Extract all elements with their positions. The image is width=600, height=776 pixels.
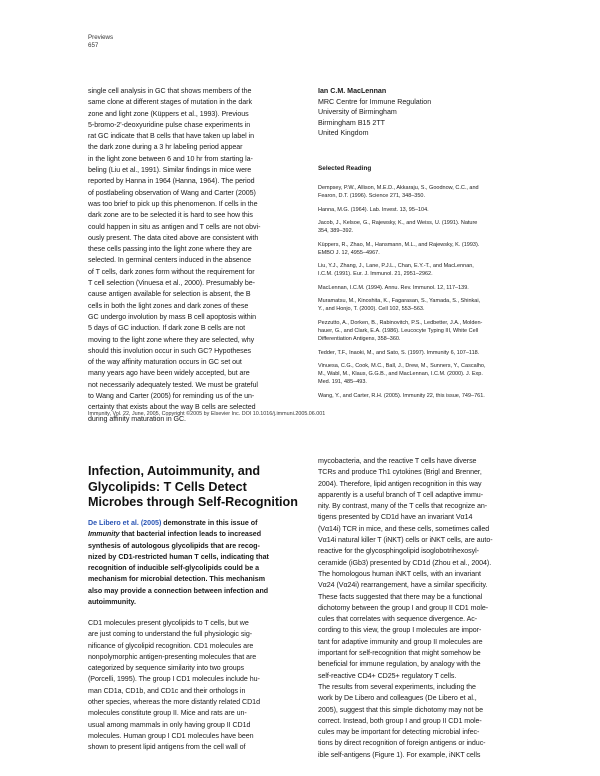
body-text-line: 5-bromo-2'-deoxyuridine pulse chase experiments in xyxy=(88,120,251,129)
article-title-line-3: Microbes through Self-Recognition xyxy=(88,495,298,509)
section-label: Previews xyxy=(88,34,114,41)
running-header xyxy=(88,34,113,50)
abstract-line: autoimmunity. xyxy=(88,598,136,607)
body-text-line: the dark zone during a 3 hr labeling period appear xyxy=(88,143,243,152)
body-text-line: usual among mammals in only having group II CD1d xyxy=(88,720,251,729)
body-text-line: 5 days of GC induction. If dark zone B cells are not xyxy=(88,324,246,333)
reference-item xyxy=(318,319,518,344)
body-text-line: cules may be important for detecting microbial infec- xyxy=(318,728,480,737)
article-title xyxy=(88,464,308,511)
abstract-line xyxy=(88,529,302,540)
body-text-line: T cell selection (Vinuesa et al., 2000). Presumably be- xyxy=(88,279,255,288)
body-text-line: reported by Hanna in 1964 (Hanna, 1964). The period xyxy=(88,177,255,186)
page-number: 657 xyxy=(88,42,99,49)
body-text-line: nonpolymorphic antigen-presenting molecules that are xyxy=(88,652,257,661)
abstract-line: recognition of inducible self-glycolipids could be a xyxy=(88,564,260,573)
body-text-line: nity. By contrast, many of the T cells that recognize an- xyxy=(318,502,488,511)
reference-line: I.C.M. (1991). Eur. J. Immunol. 21, 2951–2962. xyxy=(318,271,433,278)
body-text-line: reactive for the glycosphingolipid isoglobotrihexosyl- xyxy=(318,547,479,556)
body-text-line: cording to this view, the group I molecules are impor- xyxy=(318,626,482,635)
body-text-line: cells in both the light zones and dark zones of these xyxy=(88,301,249,310)
article-left-column xyxy=(88,618,302,754)
reference-line: M., Wabl, M., Klaus, G.G.B., and MacLennan, I.C.M. (2000). J. Exp. xyxy=(318,371,483,378)
body-text-line: ously present. The data cited above are consistent with xyxy=(88,233,259,242)
body-text-line: Vα24 (Vα24i) rearrangement, have a similar specificity. xyxy=(318,581,488,590)
body-text-line: rat GC indicate that B cells that have taken up label in xyxy=(88,132,254,141)
reference-line: Pezzutto, A., Dorken, B., Rabinovitch, P.S., Ledbetter, J.A., Molden- xyxy=(318,319,483,326)
body-text-line: during affinity maturation in GC. xyxy=(88,414,186,423)
reference-item xyxy=(318,241,518,257)
body-text-line: 2004). Therefore, lipid antigen recognition in this way xyxy=(318,479,482,488)
body-text-line: cules that correlates with sequence divergence. Ac- xyxy=(318,615,478,624)
body-text-line: of postlabeling observation of Wang and Carter (2005) xyxy=(88,188,256,197)
body-text-line: tant for adaptive immunity and group II molecules are xyxy=(318,637,483,646)
body-text-line: of T cells, dark zones form without the requirement for xyxy=(88,267,255,276)
reference-line: Muramatsu, M., Kinoshita, K., Fagarasan, S., Yamada, S., Shinkai, xyxy=(318,298,481,305)
body-text-line: tions by direct recognition of foreign antigens or induc- xyxy=(318,739,486,748)
abstract-line xyxy=(88,518,302,529)
reference-item xyxy=(318,219,518,235)
body-text-line: shown to present lipid antigens from the cell wall of xyxy=(88,743,246,752)
body-text-line: man CD1a, CD1b, and CD1c and their orthologs in xyxy=(88,686,246,695)
reference-line: Med. 191, 485–493. xyxy=(318,379,367,386)
body-text-line: (Vα14i) TCR in mice, and these cells, sometimes called xyxy=(318,524,490,533)
body-text-line: of the way affinity maturation occurs in GC set out xyxy=(88,358,242,367)
body-text-line: beneficial for immune regulation, by analogy with the xyxy=(318,660,481,669)
abstract-line: also may provide a connection between infection and xyxy=(88,586,269,595)
body-text-line: GC undergo involution by mass B cell apoptosis within xyxy=(88,312,257,321)
reference-line: Differentiation Antigens, 358–360. xyxy=(318,336,401,343)
author-affiliation-1: MRC Centre for Immune Regulation xyxy=(318,97,432,106)
body-text-line: nificance of glycolipid recognition. CD1 molecules are xyxy=(88,641,254,650)
body-text-line: These facts suggested that there may be a functional xyxy=(318,592,483,601)
abstract-lead-link[interactable]: De Libero et al. (2005) xyxy=(88,519,162,527)
article-title-line-2: Glycolipids: T Cells Detect xyxy=(88,479,247,494)
author-affiliation-3: Birmingham B15 2TT xyxy=(318,118,386,127)
abstract-line-1-rest: demonstrate in this issue of xyxy=(161,519,258,527)
body-text-line: mycobacteria, and the reactive T cells have diverse xyxy=(318,457,477,465)
body-text-line: many years ago have been widely accepted, but are xyxy=(88,369,250,378)
body-text-line: are just coming to understand the full physiologic sig- xyxy=(88,630,253,639)
reference-item xyxy=(318,206,518,214)
body-text-line: other species, whereas the more distantly related CD1d xyxy=(88,698,260,707)
article-title-line-1: Infection, Autoimmunity, and xyxy=(88,464,261,478)
selected-reading-title: Selected Reading xyxy=(318,165,372,172)
body-text-line: single cell analysis in GC that shows members of the xyxy=(88,87,252,95)
body-text-line: The results from several experiments, including the xyxy=(318,682,476,691)
author-affiliation-4: United Kingdom xyxy=(318,129,369,137)
reference-line: MacLennan, I.C.M. (1994). Annu. Rev. Immunol. 12, 117–139. xyxy=(318,284,469,291)
body-text-line: was too brief to pick up this phenomenon. If cells in the xyxy=(88,199,258,208)
article-right-column xyxy=(318,456,532,761)
body-text-line: The homologous human iNKT cells, with an invariant xyxy=(318,569,481,578)
reference-line: Küppers, R., Zhao, M., Hansmann, M.L., and Rajewsky, K. (1993). xyxy=(318,241,480,248)
left-column-text xyxy=(88,86,302,425)
body-text-line: moving to the light zone where they are selected, why xyxy=(88,335,255,344)
reference-item xyxy=(318,297,518,313)
body-text-line: same clone at different stages of mutation in the dark xyxy=(88,98,252,107)
reference-line: Jacob, J., Kelsoe, G., Rajewsky, K., and Weiss, U. (1991). Nature xyxy=(318,219,478,226)
body-text-line: important for self-recognition that might somehow be xyxy=(318,649,481,658)
body-text-line: ible self-antigens (Figure 1). For example, iNKT cells xyxy=(318,750,481,759)
reference-line: Hanna, M.G. (1964). Lab. Invest. 13, 95–104. xyxy=(318,206,429,213)
author-block xyxy=(318,86,514,139)
body-text-line: (Porcelli, 1995). The group I CD1 molecules include hu- xyxy=(88,675,260,684)
body-text-line: these cells passing into the light zone where they are xyxy=(88,245,252,254)
body-text-line: Vα14i natural killer T (iNKT) cells or iNKT cells, are auto- xyxy=(318,536,493,545)
body-text-line: to Wang and Carter (2005) for reminding us of the un- xyxy=(88,392,255,401)
reference-line: hauer, G., and Clark, E.A. (1986). Leucocyte Typing III, White Cell xyxy=(318,327,479,334)
journal-name: Immunity xyxy=(88,530,120,539)
reference-line: Fearon, D.T. (1996). Science 271, 348–350. xyxy=(318,193,426,200)
body-text-line: should this involution occur in such GC? Hypotheses xyxy=(88,346,252,355)
body-text-line: selected. In germinal centers induced in the absence xyxy=(88,256,252,265)
reference-item xyxy=(318,184,518,200)
abstract-line: mechanism for microbial detection. This mechanism xyxy=(88,575,265,584)
body-text-line: CD1 molecules present glycolipids to T cells, but we xyxy=(88,619,249,627)
reference-item xyxy=(318,284,518,292)
body-text-line: tigens presented by CD1d have an invariant Vα14 xyxy=(318,513,473,522)
body-text-line: work by De Libero and colleagues (De Libero et al., xyxy=(318,694,477,703)
reference-line: Vinuesa, C.G., Cook, M.C., Ball, J., Drew, M., Sunners, Y., Cascalho, xyxy=(318,362,486,369)
body-text-line: not necessarily adequately tested. We must be grateful xyxy=(88,380,258,389)
abstract-line: nized by CD1-restricted human T cells, indicating that xyxy=(88,552,269,561)
body-text-line: ceramide (iGb3) presented by CD1d (Zhou et al., 2004). xyxy=(318,558,492,567)
abstract-line-2-rest: that bacterial infection leads to increased xyxy=(119,530,262,539)
reference-line: EMBO J. 12, 4955–4967. xyxy=(318,249,380,256)
body-text-line: molecules constitute group II. Mice and rats are un- xyxy=(88,709,247,718)
reference-item xyxy=(318,262,518,278)
body-text-line: correct. Instead, both group I and group II CD1 mole- xyxy=(318,716,482,725)
reference-line: Y., and Honjo, T. (2000). Cell 102, 553–563. xyxy=(318,306,425,313)
reference-item xyxy=(318,392,518,400)
body-text-line: apparently is a useful branch of T cell adaptive immu- xyxy=(318,490,484,499)
reference-item xyxy=(318,362,518,387)
reference-line: Liu, Y.J., Zhang, J., Lane, P.J.L., Chan, E.Y.-T., and MacLennan, xyxy=(318,263,474,270)
reference-line: Wang, Y., and Carter, R.H. (2005). Immunity 22, this issue, 749–761. xyxy=(318,392,485,399)
body-text-line: molecules. Human group I CD1 molecules have been xyxy=(88,731,254,740)
author-name: Ian C.M. MacLennan xyxy=(318,87,387,95)
reference-line: 354, 389–392. xyxy=(318,228,354,235)
body-text-line: could happen in situ as antigen and T cells are not obvi- xyxy=(88,222,261,231)
journal-footer: Immunity, Vol. 22, June, 2005, Copyright ©2005 by Elsevier Inc. DOI 10.1016/j.immuni.2005.06.001 xyxy=(88,411,326,417)
body-text-line: TCRs and produce Th1 cytokines (Brigl and Brenner, xyxy=(318,468,482,477)
body-text-line: beling (Liu et al., 1991). Similar findings in mice were xyxy=(88,166,252,175)
reference-line: Dempsey, P.W., Allison, M.E.D., Akkaraju, S., Goodnow, C.C., and xyxy=(318,185,479,191)
reference-item xyxy=(318,349,518,357)
body-text-line: cause antigen available for selection is absent, the B xyxy=(88,290,251,299)
author-affiliation-2: University of Birmingham xyxy=(318,108,397,116)
body-text-line: categorized by sequence similarity into two groups xyxy=(88,664,245,673)
reference-list xyxy=(318,184,518,405)
body-text-line: 2005), suggest that this simple dichotomy may not be xyxy=(318,705,483,714)
body-text-line: dichotomy between the group I and group II CD1 mole- xyxy=(318,603,489,612)
body-text-line: in the light zone between 6 and 10 hr from starting la- xyxy=(88,154,253,163)
body-text-line: dark zone are to be selected it is hard to see how this xyxy=(88,211,253,220)
abstract xyxy=(88,518,302,608)
reference-line: Tedder, T.F., Inaoki, M., and Sato, S. (1997). Immunity 6, 107–118. xyxy=(318,349,480,356)
abstract-line: synthesis of autologous glycolipids that are recog- xyxy=(88,541,260,550)
body-text-line: self-reactive CD4+ CD25+ regulatory T cells. xyxy=(318,671,457,680)
body-text-line: certainty that exists about the way B cells are selected xyxy=(88,403,256,412)
body-text-line: zone and light zone (Küppers et al., 1993). Previous xyxy=(88,109,249,118)
